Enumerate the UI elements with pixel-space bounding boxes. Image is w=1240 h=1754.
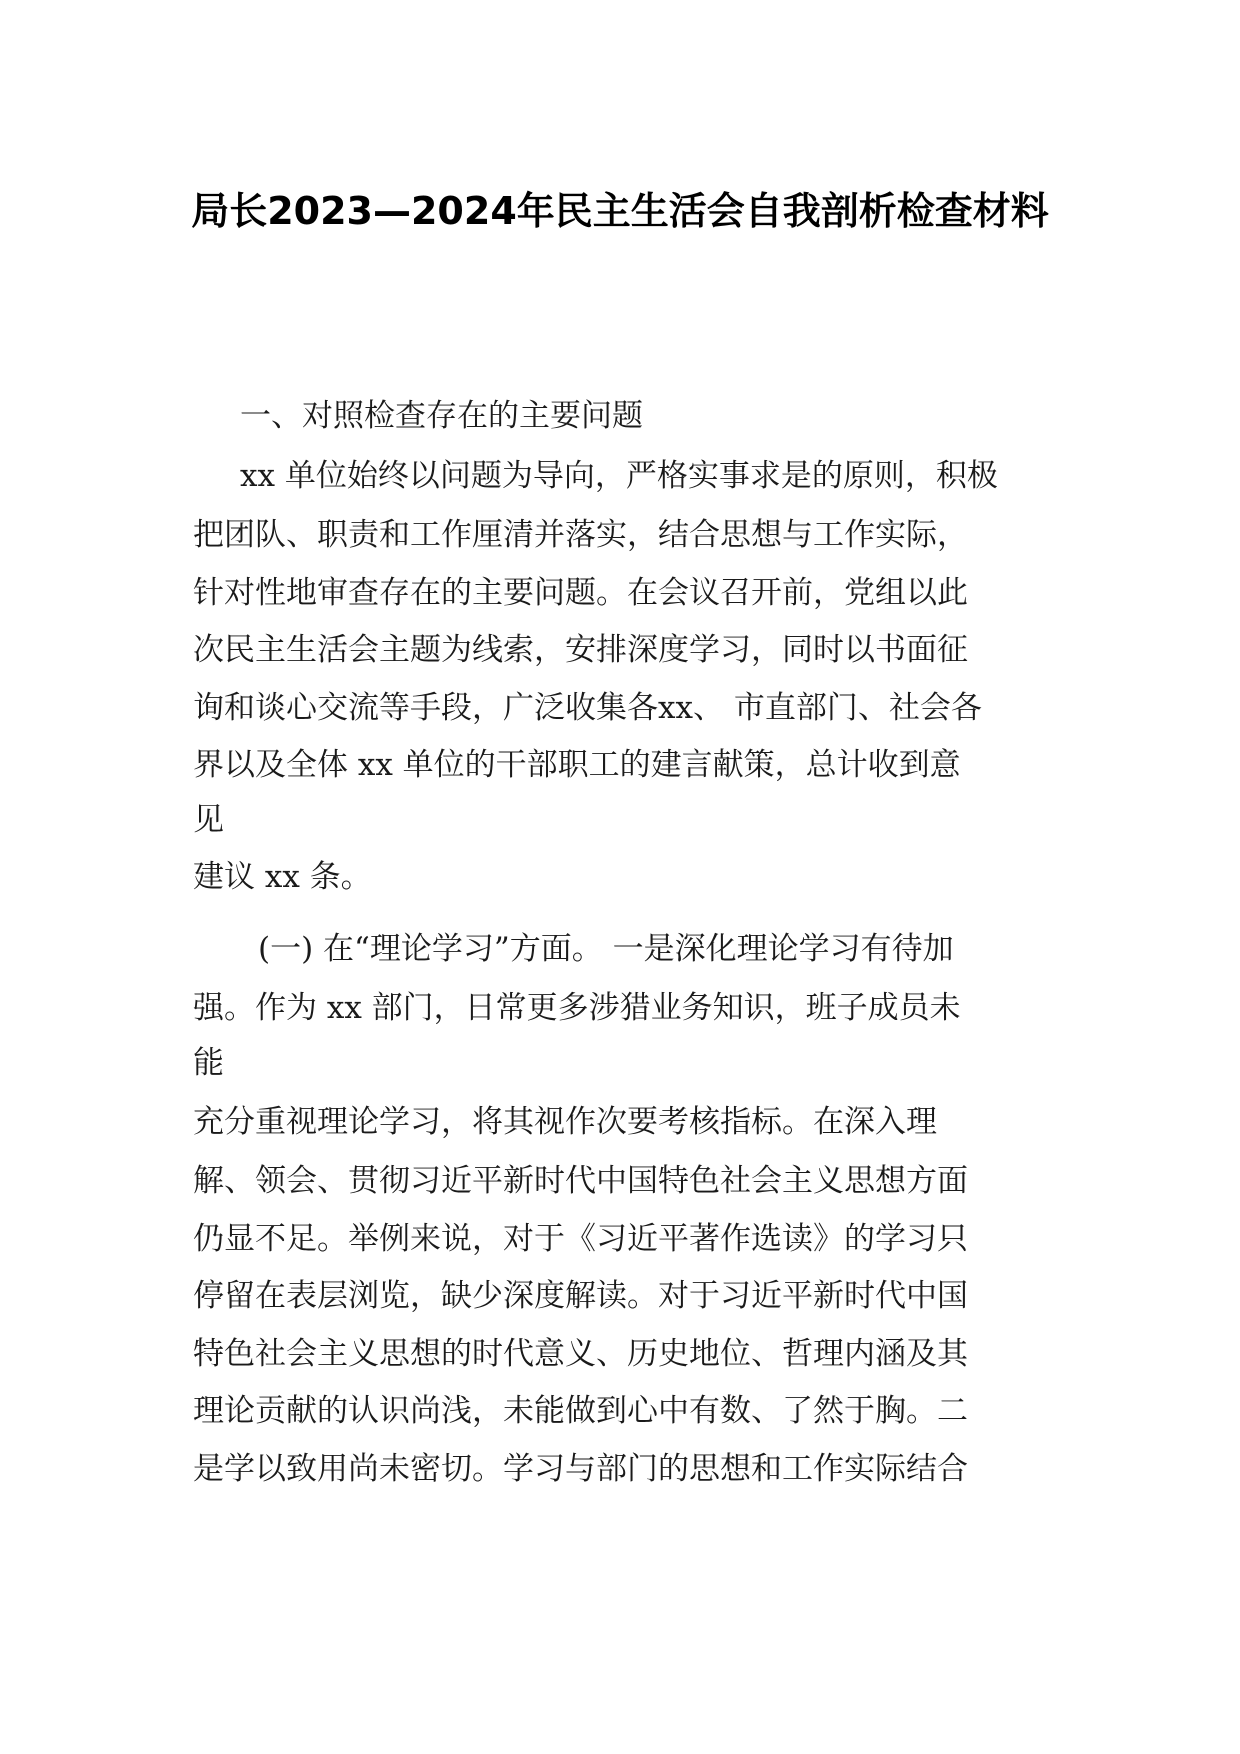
paragraph-line: 停留在表层浏览，缺少深度解读。对于习近平新时代中国 (193, 1278, 968, 1314)
paragraph-line: 询和谈心交流等手段，广泛收集各xx、 市直部门、社会各 (193, 690, 982, 726)
paragraph-line: 见 (193, 802, 224, 838)
paragraph-line: 仍显不足。举例来说，对于《习近平著作选读》的学习只 (193, 1221, 968, 1257)
paragraph-line: 充分重视理论学习，将其视作次要考核指标。在深入理 (193, 1104, 937, 1140)
paragraph-line: 解、领会、贯彻习近平新时代中国特色社会主义思想方面 (193, 1163, 968, 1199)
subsection-line: (一) 在“理论学习”方面。 一是深化理论学习有待加 (258, 931, 954, 967)
paragraph-line: xx 单位始终以问题为导向，严格实事求是的原则，积极 (240, 458, 998, 494)
paragraph-line: 建议 xx 条。 (193, 859, 372, 895)
paragraph-line: 次民主生活会主题为线索，安排深度学习，同时以书面征 (193, 632, 968, 668)
paragraph-line: 能 (193, 1045, 224, 1081)
paragraph-line: 是学以致用尚未密切。学习与部门的思想和工作实际结合 (193, 1451, 968, 1487)
paragraph-line: 强。作为 xx 部门，日常更多涉猎业务知识，班子成员未 (193, 990, 961, 1026)
paragraph-line: 特色社会主义思想的时代意义、历史地位、哲理内涵及其 (193, 1336, 968, 1372)
paragraph-line: 把团队、职责和工作厘清并落实，结合思想与工作实际， (193, 517, 968, 553)
paragraph-line: 针对性地审查存在的主要问题。在会议召开前，党组以此 (193, 575, 968, 611)
section-heading: 一、对照检查存在的主要问题 (240, 398, 643, 434)
paragraph-line: 界以及全体 xx 单位的干部职工的建言献策，总计收到意 (193, 747, 961, 783)
document-title: 局长2023—2024年民主生活会自我剖析检查材料 (191, 189, 1049, 233)
paragraph-line: 理论贡献的认识尚浅，未能做到心中有数、了然于胸。二 (193, 1393, 968, 1429)
